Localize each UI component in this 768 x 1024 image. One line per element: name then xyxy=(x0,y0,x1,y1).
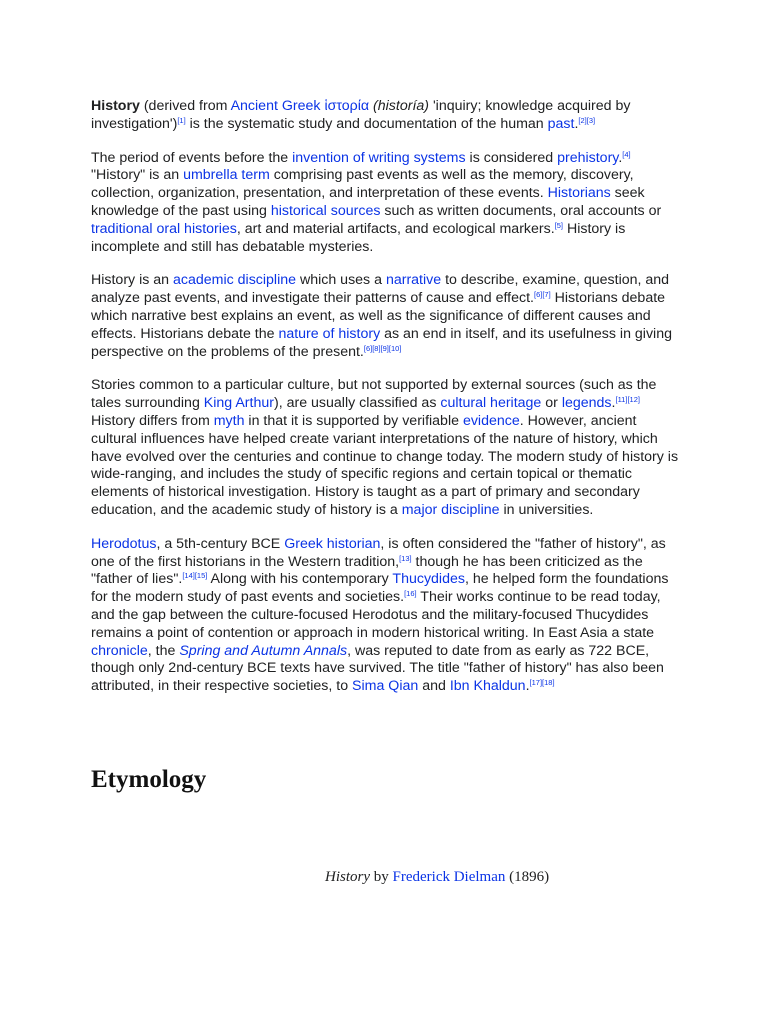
prehistory-paragraph xyxy=(91,150,681,257)
citation xyxy=(578,116,595,125)
text-run: comprising past events as well as the memory, discovery, collection, organization, presentation, and interpretation of these events. xyxy=(91,167,634,202)
wiki-link[interactable]: Sima Qian xyxy=(352,678,419,695)
wiki-link[interactable]: Herodotus xyxy=(91,535,157,552)
text-run: . xyxy=(611,395,616,412)
wiki-link[interactable]: Historians xyxy=(547,185,611,202)
lead-paragraph xyxy=(91,98,681,134)
text-run: ), are usually classified as xyxy=(273,395,441,412)
text-run: "History" is an xyxy=(91,167,184,184)
wiki-link[interactable]: Spring and Autumn Annals xyxy=(179,642,348,659)
section-heading-etymology: Etymology xyxy=(91,766,207,793)
wiki-link[interactable]: Thucydides xyxy=(392,571,465,588)
text-run: is considered xyxy=(465,149,558,166)
text-run: . However, ancient cultural influences have helped create variant interpretations of the nature of history, which have evolved over the centuries and continue to change today. The modern study of history is wide-ranging, and includes the study of specific regions and certain topical or thematic elements of historical investigation. History is taught as a part of primary and secondary education, and the academic study of history is a xyxy=(91,412,679,518)
text-run: History is an xyxy=(91,272,173,289)
discipline-paragraph xyxy=(91,272,681,361)
text-run: such as written documents, oral accounts or xyxy=(380,202,662,219)
text-run: and xyxy=(418,678,450,695)
wiki-link[interactable]: myth xyxy=(213,412,245,429)
wiki-link[interactable]: nature of history xyxy=(278,325,381,342)
citation xyxy=(534,290,551,299)
wiki-link[interactable]: Ancient Greek xyxy=(230,98,321,114)
wiki-link[interactable]: evidence xyxy=(462,412,520,429)
citation-link[interactable]: [5] xyxy=(554,220,564,230)
wiki-link[interactable]: invention of writing systems xyxy=(292,149,466,166)
citation-link[interactable]: [1] xyxy=(177,115,186,125)
citation xyxy=(177,116,185,125)
text-run: . xyxy=(525,678,530,695)
citation xyxy=(182,571,207,580)
citation-link[interactable]: [6][7] xyxy=(534,290,551,300)
citation-link[interactable]: [11][12] xyxy=(615,395,640,405)
caption-year: (1896) xyxy=(505,869,550,885)
text-run: or xyxy=(541,395,562,412)
citation-link[interactable]: [2][3] xyxy=(578,115,596,125)
text-run: History is incomplete and still has debatable mysteries. xyxy=(91,220,626,255)
text-run: Along with his contemporary xyxy=(207,571,393,588)
citation xyxy=(622,150,630,159)
citation xyxy=(364,344,402,353)
citation-link[interactable]: [16] xyxy=(404,589,417,599)
caption-title: History xyxy=(325,869,370,885)
wiki-link[interactable]: historical sources xyxy=(270,202,381,219)
wiki-link[interactable]: cultural heritage xyxy=(440,395,542,412)
text-run: , was reputed to date from as early as 722 BCE, though only 2nd-century BCE texts have survived. The title "father of history" has also been attributed, in their respective societies, to xyxy=(91,642,664,695)
wiki-link[interactable]: traditional oral histories xyxy=(91,220,237,237)
text-run: to describe, examine, question, and analyze past events, and investigate their patterns of cause and effect. xyxy=(91,272,670,307)
caption-by: by xyxy=(370,869,393,885)
text-run: in universities. xyxy=(499,501,594,518)
text-run: Stories common to a particular culture, but not supported by external sources (such as the tales surrounding xyxy=(91,377,657,412)
wiki-link[interactable]: major discipline xyxy=(401,501,500,518)
wiki-link[interactable]: umbrella term xyxy=(183,167,270,184)
bold-term: History xyxy=(91,98,140,114)
text-run: , art and material artifacts, and ecological markers. xyxy=(236,220,555,237)
italic-text: (historía) xyxy=(373,98,430,114)
wiki-link[interactable]: academic discipline xyxy=(173,272,297,289)
citation-link[interactable]: [13] xyxy=(399,553,412,563)
text-run: as an end in itself, and its usefulness in giving perspective on the problems of the present. xyxy=(91,325,672,360)
wiki-link[interactable]: chronicle xyxy=(91,642,148,659)
wiki-link[interactable]: Greek historian xyxy=(284,535,381,552)
text-run: The period of events before the xyxy=(91,149,293,166)
wiki-link[interactable]: Ibn Khaldun xyxy=(449,678,526,695)
text-run: . xyxy=(618,149,623,166)
text-run: though he has been criticized as the "father of lies". xyxy=(91,553,643,588)
citation xyxy=(404,589,417,598)
citation-link[interactable]: [17][18] xyxy=(529,678,555,688)
article-body xyxy=(91,98,681,712)
text-run: History differs from xyxy=(91,412,214,429)
text-run: which uses a xyxy=(296,272,386,289)
wiki-link[interactable]: prehistory xyxy=(557,149,619,166)
text-run: , is often considered the "father of history", as one of the first historians in the Western tradition, xyxy=(91,535,666,570)
citation xyxy=(615,395,639,404)
citation-link[interactable]: [4] xyxy=(622,149,631,159)
text-run: , a 5th-century BCE xyxy=(156,535,285,552)
text-run: (derived from xyxy=(139,98,231,114)
text-run: is the systematic study and documentation of the human xyxy=(185,115,548,132)
text-run: , he helped form the foundations for the modern study of past events and societies. xyxy=(91,571,669,606)
citation xyxy=(530,678,555,687)
citation xyxy=(399,554,412,563)
text-run: seek knowledge of the past using xyxy=(91,185,645,219)
text-run: , the xyxy=(147,642,180,659)
text-run: Historians debate which narrative best explains an event, as well as the significance of different causes and effects. Historians debate the xyxy=(91,290,666,342)
culture-paragraph xyxy=(91,377,681,519)
caption-artist-link[interactable]: Frederick Dielman xyxy=(392,869,506,885)
citation xyxy=(555,221,563,230)
wiki-link[interactable]: narrative xyxy=(385,272,442,289)
citation-link[interactable]: [14][15] xyxy=(182,571,208,581)
text-run: 'inquiry; knowledge acquired by investigation') xyxy=(91,98,631,132)
wiki-link[interactable]: past xyxy=(547,115,575,132)
herodotus-paragraph xyxy=(91,536,681,696)
text-run: Their works continue to be read today, and the gap between the culture-focused Herodotus and the military-focused Thucydides remains a point of contention or approach in modern historical writing. In East Asia a state xyxy=(91,589,661,641)
text-run: . xyxy=(574,115,579,132)
wiki-link[interactable]: King Arthur xyxy=(203,395,274,412)
wiki-link[interactable]: legends xyxy=(561,395,612,412)
text-run: in that it is supported by verifiable xyxy=(244,412,463,429)
image-caption xyxy=(325,867,549,887)
citation-link[interactable]: [6][8][9][10] xyxy=(363,343,402,353)
wiki-link[interactable]: ἱστορία xyxy=(324,98,370,114)
